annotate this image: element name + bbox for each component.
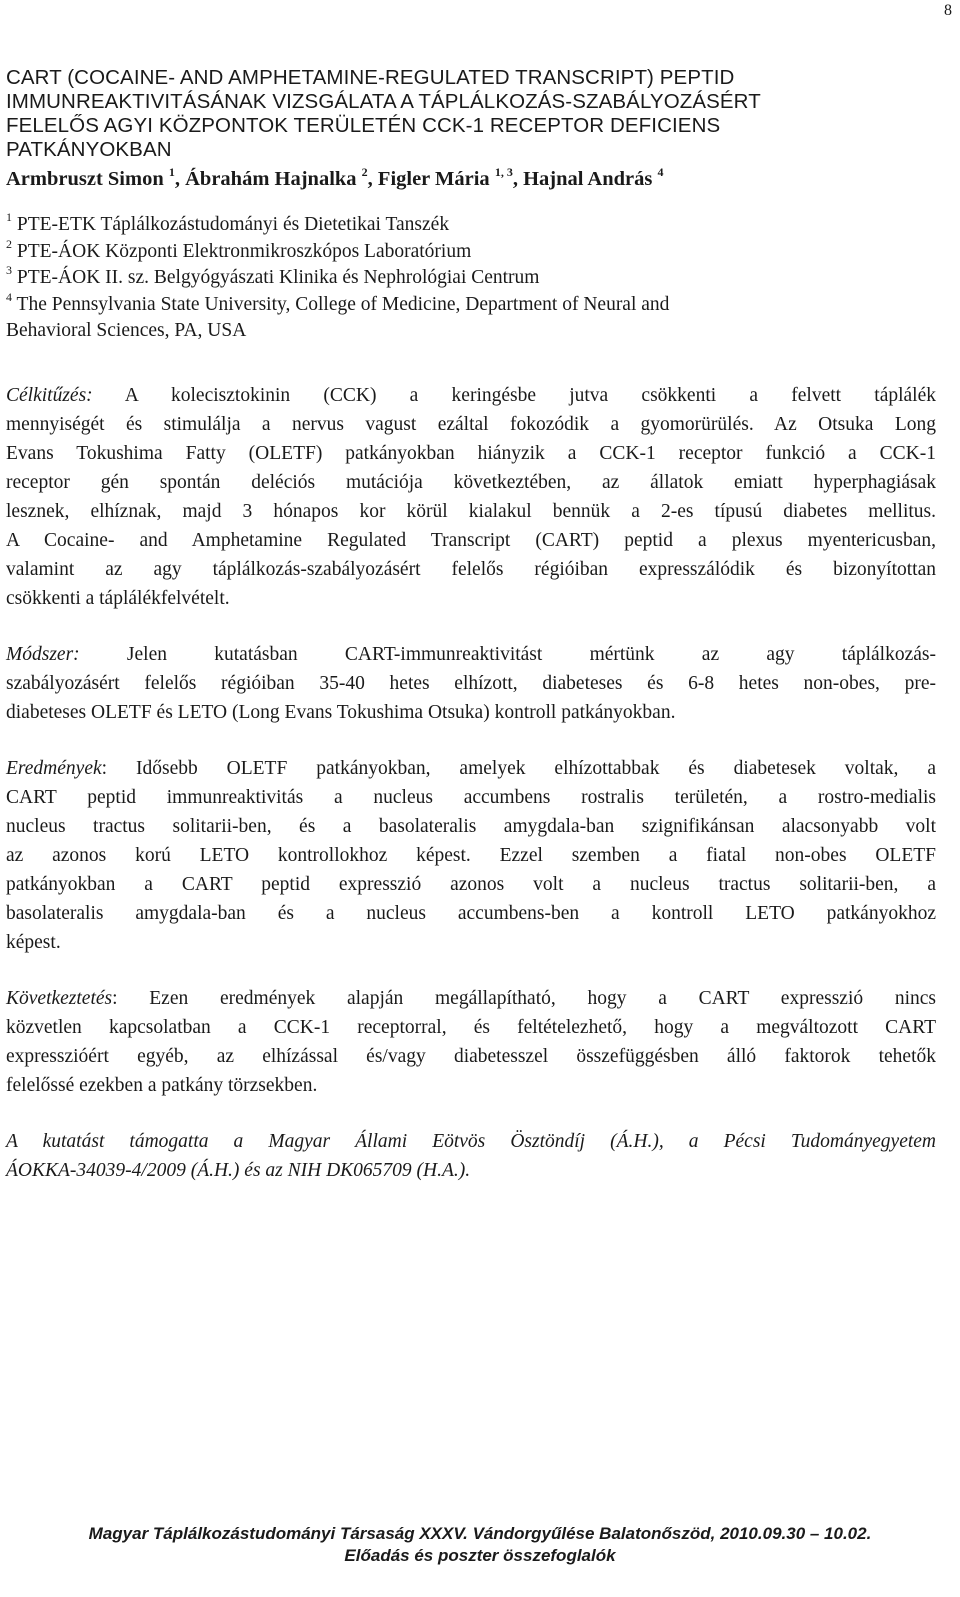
text-line: basolateralis amygdala-ban és a nucleus accumbens-ben a kontroll LETO patkányokhoz xyxy=(6,902,936,924)
author-name: Figler Mária xyxy=(377,168,490,190)
text-line: közvetlen kapcsolatban a CCK-1 receptorral, és feltételezhető, hogy a megváltozott CART xyxy=(6,1016,936,1038)
text-line: lesznek, elhíznak, majd 3 hónapos kor körül kialakul bennük a 2-es típusú diabetes mellitus. xyxy=(6,500,936,522)
author-affiliation-mark: 1, 3 xyxy=(494,165,513,179)
author-affiliation-mark: 4 xyxy=(657,165,664,179)
funding-note xyxy=(6,1127,936,1185)
author-separator: , xyxy=(512,168,524,190)
text-line: patkányokban a CART peptid expresszió azonos volt a nucleus tractus solitarii-ben, a xyxy=(6,873,936,895)
text-line: A kutatást támogatta a Magyar Állami Eötvös Ösztöndíj (Á.H.), a Pécsi Tudományegyetem xyxy=(6,1130,936,1152)
text-line: A kolecisztokinin (CCK) a keringésbe jutva csökkenti a felvett táplálék xyxy=(92,384,936,406)
section-label: Következtetés xyxy=(6,987,113,1009)
affiliation-number: 2 xyxy=(6,236,12,251)
text-line: receptor gén spontán deléciós mutációja következtében, az állatok emiatt hyperphagiásak xyxy=(6,471,936,493)
affiliation-text: PTE-ÁOK II. sz. Belgyógyászati Klinika és Nephrológiai Centrum xyxy=(16,267,540,288)
affiliation-text: PTE-ETK Táplálkozástudományi és Dietetikai Tanszék xyxy=(16,214,450,235)
author-separator: , xyxy=(367,168,378,190)
text-line: A Cocaine- and Amphetamine Regulated Transcript (CART) peptid a plexus myentericusban, xyxy=(6,529,936,551)
page-footer xyxy=(0,1523,960,1567)
text-line: ÁOKKA-34039-4/2009 (Á.H.) és az NIH DK065709 (H.A.). xyxy=(6,1159,471,1181)
section-label: Eredmények xyxy=(6,757,102,779)
author-name: Ábrahám Hajnalka xyxy=(185,168,357,190)
page-number: 8 xyxy=(944,2,952,19)
affiliation-item xyxy=(6,236,936,266)
text-line: Evans Tokushima Fatty (OLETF) patkányokban hiányzik a CCK-1 receptor funkció a CCK-1 xyxy=(6,442,936,464)
method-section xyxy=(6,640,936,727)
author-affiliation-mark: 2 xyxy=(361,165,368,179)
author-name: Armbruszt Simon xyxy=(6,168,164,190)
affiliation-text: The Pennsylvania State University, College of Medicine, Department of Neural and xyxy=(16,293,670,315)
aim-section xyxy=(6,381,936,613)
text-line: nucleus tractus solitarii-ben, és a basolateralis amygdala-ban szignifikánsan alacsonyabb volt xyxy=(6,815,936,837)
text-line: szabályozásért felelős régióiban 35-40 hetes elhízott, diabeteses és 6-8 hetes non-obes, pre- xyxy=(6,672,936,694)
title-line: IMMUNREAKTIVITÁSÁNAK VIZSGÁLATA A TÁPLÁLKOZÁS-SZABÁLYOZÁSÉRT xyxy=(6,90,761,113)
section-label: Célkitűzés: xyxy=(6,384,93,406)
section-label: Módszer: xyxy=(6,643,80,665)
abstract-body xyxy=(6,66,936,1185)
text-line: az azonos korú LETO kontrollokhoz képest. Ezzel szemben a fiatal non-obes OLETF xyxy=(6,844,936,866)
text-line: : Ezen eredmények alapján megállapítható, hogy a CART expresszió nincs xyxy=(112,987,936,1009)
footer-conference-line: Magyar Táplálkozástudományi Társaság XXXV. Vándorgyűlése Balatonőszöd, 2010.09.30 – 10.02. xyxy=(88,1524,872,1543)
title-line: FELELŐS AGYI KÖZPONTOK TERÜLETÉN CCK-1 RECEPTOR DEFICIENS xyxy=(6,114,721,137)
title-line: CART (COCAINE- AND AMPHETAMINE-REGULATED TRANSCRIPT) PEPTID xyxy=(6,66,735,89)
affiliation-item xyxy=(6,289,936,319)
conclusion-section xyxy=(6,984,936,1100)
text-line: : Idősebb OLETF patkányokban, amelyek elhízottabbak és diabetesek voltak, a xyxy=(101,757,936,779)
affiliation-item xyxy=(6,212,936,239)
text-line: CART peptid immunreaktivitás a nucleus accumbens rostralis területén, a rostro-medialis xyxy=(6,786,936,808)
title-line: PATKÁNYOKBAN xyxy=(6,138,172,161)
text-line: képest. xyxy=(6,931,61,953)
affiliation-number: 1 xyxy=(6,210,12,224)
affiliation-item xyxy=(6,265,936,292)
affiliation-continuation: Behavioral Sciences, PA, USA xyxy=(6,320,247,341)
results-section xyxy=(6,754,936,957)
author-separator: , xyxy=(174,168,186,190)
affiliation-number: 3 xyxy=(6,263,12,277)
affiliation-number: 4 xyxy=(6,289,12,304)
text-line: Jelen kutatásban CART-immunreaktivitást mértünk az agy táplálkozás- xyxy=(79,643,936,665)
affiliation-list xyxy=(6,212,936,345)
affiliation-text: PTE-ÁOK Központi Elektronmikroszkópos Laboratórium xyxy=(16,240,472,262)
footer-subtitle-line: Előadás és poszter összefoglalók xyxy=(344,1546,616,1565)
text-line: valamint az agy táplálkozás-szabályozásért felelős régióiban expresszálódik és bizonyítottan xyxy=(6,558,936,580)
text-line: mennyiségét és stimulálja a nervus vagust ezáltal fokozódik a gyomorürülés. Az Otsuka Long xyxy=(6,413,936,435)
text-line: diabeteses OLETF és LETO (Long Evans Tokushima Otsuka) kontroll patkányokban. xyxy=(6,701,676,723)
text-line: expresszióért egyéb, az elhízással és/vagy diabetesszel összefüggésben álló faktorok tehetők xyxy=(6,1045,936,1067)
author-affiliation-mark: 1 xyxy=(168,165,175,179)
abstract-title xyxy=(6,66,936,162)
text-line: csökkenti a táplálékfelvételt. xyxy=(6,587,230,609)
author-name: Hajnal András xyxy=(523,168,653,190)
author-list xyxy=(6,166,936,192)
text-line: felelőssé ezekben a patkány törzsekben. xyxy=(6,1074,318,1096)
